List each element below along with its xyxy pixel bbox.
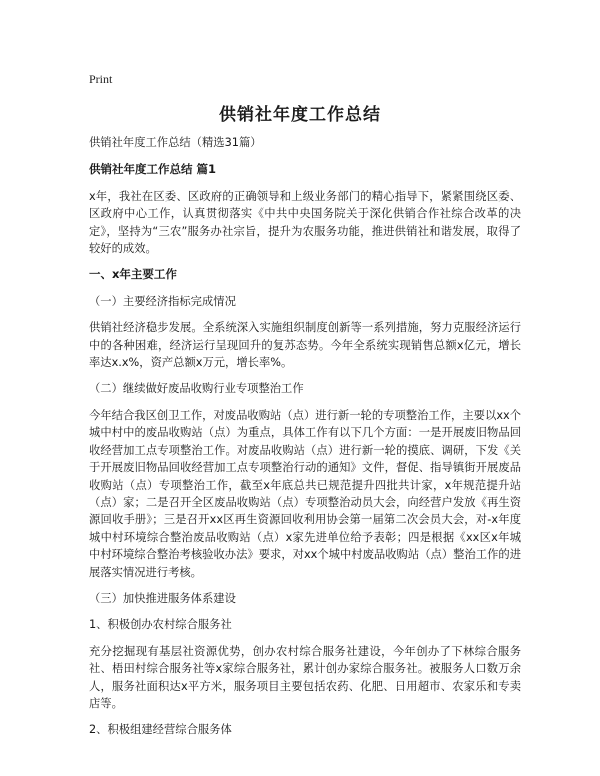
intro-paragraph: x年，我社在区委、区政府的正确领导和上级业务部门的精心指导下，紧紧围绕区委、区政府中心工作，认真贯彻落实《中共中央国务院关于深化供销合作社综合改革的决定》，坚持为“三农”服务办社宗旨，提升为农服务功能，推进供销社和谐发展，取得了较好的成效。 xyxy=(89,189,521,256)
heading-business-service: 2、积极组建经营综合服务体 xyxy=(89,723,232,737)
heading-economic-indicators: （一）主要经济指标完成情况 xyxy=(89,294,236,308)
paragraph-rural-service: 充分挖掘现有基层社资源优势，创办农村综合服务社建设，今年创办了下林综合服务社、梧田村综合服务社等x家综合服务社，累计创办家综合服务社。被服务人口数万余人，服务社面积达x平方米，服务项目主要包括农药、化肥、日用超市、农家乐和专卖店等。 xyxy=(89,644,521,710)
paragraph-waste-recycling: 今年结合我区创卫工作，对废品收购站（点）进行新一轮的专项整治工作，主要以xx个城中村中的废品收购站（点）为重点，具体工作有以下几个方面：一是开展废旧物品回收经营加工点专项整治工作。对废品收购站（点）进行新一轮的摸底、调研，下发《关于开展废旧物品回收经营加工点专项整治行动的通知》文件，督促、指导镇街开展废品收购站（点）专项整治工作，截至x年底总共已规范提升四批共计家，x年规范提升站（点）家；二是召开全区废品收购站（点）专项整治动员大会，向经营户发放《再生资源回收手册》；三是召开xx区再生资源回收利用协会第一届第二次会员大会，对-x年度城中村环境综合整治废品收购站（点）x家先进单位给予表彰；四是根据《xx区x年城中村环境综合整治考核验收办法》要求，对xx个城中村废品收购站（点）整治工作的进展落实情况进行考核。 xyxy=(89,408,521,579)
heading-rural-service: 1、积极创办农村综合服务社 xyxy=(89,618,232,632)
article-title: 供销社年度工作总结 篇1 xyxy=(89,162,217,177)
document-body xyxy=(89,134,521,748)
paragraph-economic-indicators: 供销社经济稳步发展。全系统深入实施组织制度创新等一系列措施，努力克服经济运行中的各种困难，经济运行呈现回升的复苏态势。今年全系统实现销售总额x亿元，增长率达x.x%，资产总额x万元，增长率%。 xyxy=(89,321,521,370)
page-title: 供销社年度工作总结 xyxy=(219,105,381,125)
print-label: Print xyxy=(89,72,113,86)
heading-service-system: （三）加快推进服务体系建设 xyxy=(89,591,236,605)
document-subtitle: 供销社年度工作总结（精选31篇） xyxy=(89,136,262,149)
heading-main-work: 一、x年主要工作 xyxy=(89,267,177,282)
heading-waste-recycling: （二）继续做好废品收购行业专项整治工作 xyxy=(89,382,304,396)
